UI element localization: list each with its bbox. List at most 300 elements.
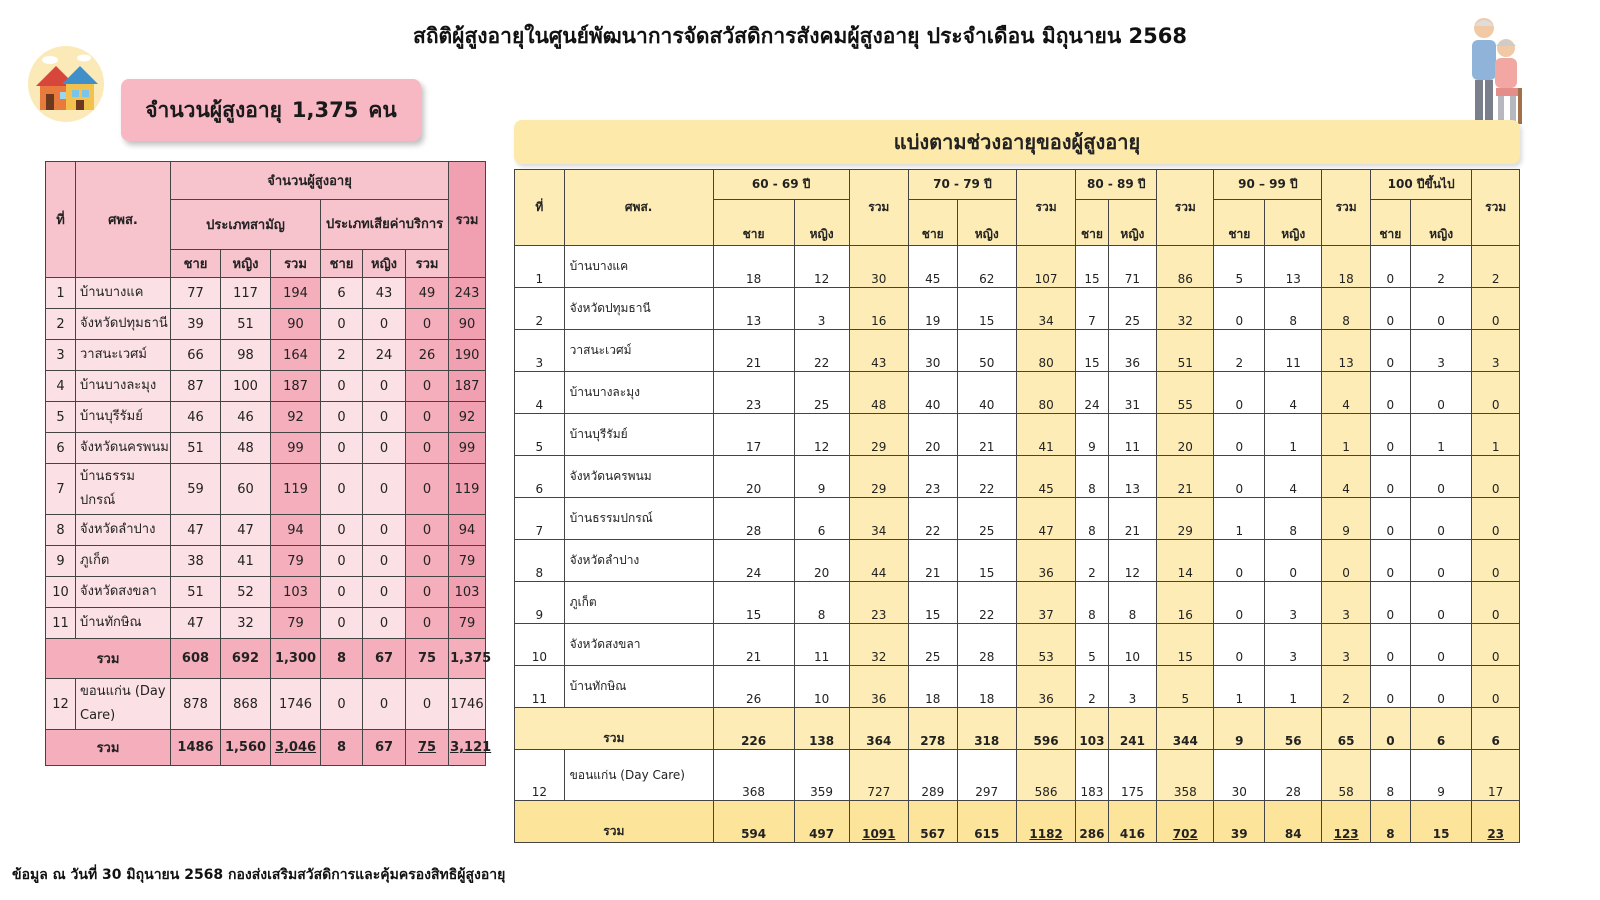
row-value-0: 15 <box>713 582 794 624</box>
row-value-8: 32 <box>1157 288 1214 330</box>
row-value-14: 0 <box>1472 288 1520 330</box>
row-value-8: 29 <box>1157 498 1214 540</box>
row-value-6: 183 <box>1076 750 1108 801</box>
grand-value-m: 1486 <box>171 730 221 766</box>
row-value-f: 868 <box>221 679 271 730</box>
row-value-m: 59 <box>171 464 221 515</box>
row-value-2: 48 <box>849 372 908 414</box>
row-value-9: 0 <box>1214 372 1265 414</box>
row-value-11: 2 <box>1322 666 1371 708</box>
row-value-pm: 0 <box>321 515 363 546</box>
row-value-6: 8 <box>1076 582 1108 624</box>
row-value-m: 51 <box>171 433 221 464</box>
row-value-m: 51 <box>171 577 221 608</box>
col-male-2: ชาย <box>1076 200 1108 246</box>
row-value-9: 9 <box>1214 708 1265 750</box>
row-value-5: 107 <box>1016 246 1075 288</box>
daycare-row <box>515 750 1520 801</box>
row-value-8: 20 <box>1157 414 1214 456</box>
table-row <box>46 371 486 402</box>
row-no: 8 <box>46 515 76 546</box>
row-value-3: 20 <box>908 414 957 456</box>
row-value-11: 1 <box>1322 414 1371 456</box>
row-value-5: 36 <box>1016 666 1075 708</box>
row-value-12: 0 <box>1370 330 1410 372</box>
row-value-4: 25 <box>957 498 1016 540</box>
col-group-60: 60 - 69 ปี <box>713 170 849 200</box>
row-value-8: 15 <box>1157 624 1214 666</box>
row-value-6: 7 <box>1076 288 1108 330</box>
row-value-3: 567 <box>908 801 957 843</box>
row-value-f: 46 <box>221 402 271 433</box>
row-value-5: 37 <box>1016 582 1075 624</box>
row-value-9: 0 <box>1214 288 1265 330</box>
row-value-1: 12 <box>794 414 849 456</box>
row-value-13: 0 <box>1410 624 1472 666</box>
row-value-9: 0 <box>1214 540 1265 582</box>
col-female-1: หญิง <box>957 200 1016 246</box>
row-value-2: 43 <box>849 330 908 372</box>
total-row <box>515 708 1520 750</box>
total-value-t: 1,375 <box>449 639 486 679</box>
row-value-13: 0 <box>1410 288 1472 330</box>
row-value-m: 66 <box>171 340 221 371</box>
row-value-12: 0 <box>1370 456 1410 498</box>
center-count-table <box>45 161 492 766</box>
row-value-2: 44 <box>849 540 908 582</box>
row-value-ps: 0 <box>406 464 449 515</box>
row-value-2: 23 <box>849 582 908 624</box>
row-value-pm: 0 <box>321 464 363 515</box>
row-value-1: 138 <box>794 708 849 750</box>
row-value-pf: 0 <box>363 464 406 515</box>
row-center-name: จังหวัดสงขลา <box>76 577 171 608</box>
grand-value-pf: 67 <box>363 730 406 766</box>
row-value-0: 368 <box>713 750 794 801</box>
row-value-10: 28 <box>1265 750 1322 801</box>
row-value-3: 40 <box>908 372 957 414</box>
row-value-9: 2 <box>1214 330 1265 372</box>
count-label: จำนวนผู้สูงอายุ <box>145 97 282 122</box>
row-value-ps: 49 <box>406 278 449 309</box>
row-value-pf: 0 <box>363 546 406 577</box>
row-value-7: 25 <box>1108 288 1157 330</box>
row-value-9: 5 <box>1214 246 1265 288</box>
row-value-9: 39 <box>1214 801 1265 843</box>
row-value-pm: 0 <box>321 679 363 730</box>
house-icon <box>26 44 106 124</box>
elderly-couple-icon <box>1462 14 1528 130</box>
row-value-2: 727 <box>849 750 908 801</box>
row-value-6: 15 <box>1076 246 1108 288</box>
row-value-10: 3 <box>1265 582 1322 624</box>
row-value-s: 79 <box>271 546 321 577</box>
row-value-6: 2 <box>1076 540 1108 582</box>
count-unit: คน <box>368 97 397 122</box>
col-female-0: หญิง <box>794 200 849 246</box>
row-value-6: 103 <box>1076 708 1108 750</box>
row-value-13: 2 <box>1410 246 1472 288</box>
total-value-pm: 8 <box>321 639 363 679</box>
row-value-7: 10 <box>1108 624 1157 666</box>
row-center-name: บ้านบางละมุง <box>76 371 171 402</box>
col-total: รวม <box>449 162 486 278</box>
row-value-11: 3 <box>1322 624 1371 666</box>
row-value-t: 243 <box>449 278 486 309</box>
table-row <box>515 540 1520 582</box>
row-no: 7 <box>515 498 565 540</box>
row-value-f: 32 <box>221 608 271 639</box>
col-female-3: หญิง <box>1265 200 1322 246</box>
row-no: 5 <box>515 414 565 456</box>
row-value-4: 50 <box>957 330 1016 372</box>
row-value-2: 29 <box>849 456 908 498</box>
row-center-name: บ้านทักษิณ <box>564 666 713 708</box>
row-value-7: 416 <box>1108 801 1157 843</box>
row-no: 12 <box>515 750 565 801</box>
row-value-9: 0 <box>1214 414 1265 456</box>
row-value-f: 48 <box>221 433 271 464</box>
row-value-5: 1182 <box>1016 801 1075 843</box>
row-no: 10 <box>515 624 565 666</box>
row-value-9: 1 <box>1214 498 1265 540</box>
row-value-4: 15 <box>957 540 1016 582</box>
row-value-5: 80 <box>1016 330 1075 372</box>
row-value-14: 1 <box>1472 414 1520 456</box>
row-value-3: 45 <box>908 246 957 288</box>
row-value-4: 18 <box>957 666 1016 708</box>
row-value-6: 24 <box>1076 372 1108 414</box>
row-value-m: 878 <box>171 679 221 730</box>
row-value-ps: 0 <box>406 402 449 433</box>
row-center-name: ขอนแก่น (Day Care) <box>76 679 171 730</box>
row-value-8: 5 <box>1157 666 1214 708</box>
table-row <box>515 666 1520 708</box>
row-value-5: 80 <box>1016 372 1075 414</box>
row-value-0: 21 <box>713 624 794 666</box>
row-no: 12 <box>46 679 76 730</box>
table-row <box>46 402 486 433</box>
table-row <box>46 577 486 608</box>
row-value-pm: 0 <box>321 309 363 340</box>
col-no: ที่ <box>515 170 565 246</box>
table-row <box>46 546 486 577</box>
row-value-10: 1 <box>1265 414 1322 456</box>
col-male-4: ชาย <box>1370 200 1410 246</box>
row-value-f: 51 <box>221 309 271 340</box>
row-value-4: 21 <box>957 414 1016 456</box>
row-value-8: 14 <box>1157 540 1214 582</box>
table-row <box>515 246 1520 288</box>
row-value-3: 25 <box>908 624 957 666</box>
footer-note: ข้อมูล ณ วันที่ 30 มิถุนายน 2568 กองส่งเสริมสวัสดิการและคุ้มครองสิทธิผู้สูงอายุ <box>12 867 506 883</box>
row-value-f: 60 <box>221 464 271 515</box>
table-row <box>46 515 486 546</box>
row-no: 9 <box>515 582 565 624</box>
row-value-10: 4 <box>1265 372 1322 414</box>
row-center-name: จังหวัดลำปาง <box>564 540 713 582</box>
row-center-name: วาสนะเวศม์ <box>564 330 713 372</box>
row-value-pf: 0 <box>363 679 406 730</box>
row-value-8: 16 <box>1157 582 1214 624</box>
row-value-12: 0 <box>1370 624 1410 666</box>
row-value-12: 0 <box>1370 540 1410 582</box>
daycare-row <box>46 679 486 730</box>
table-row <box>515 372 1520 414</box>
row-value-s: 187 <box>271 371 321 402</box>
row-value-5: 36 <box>1016 540 1075 582</box>
row-value-10: 4 <box>1265 456 1322 498</box>
col-female-4: หญิง <box>1410 200 1472 246</box>
row-value-pm: 0 <box>321 433 363 464</box>
row-value-2: 29 <box>849 414 908 456</box>
row-value-12: 0 <box>1370 414 1410 456</box>
row-value-13: 15 <box>1410 801 1472 843</box>
row-value-m: 38 <box>171 546 221 577</box>
row-value-1: 497 <box>794 801 849 843</box>
row-value-0: 13 <box>713 288 794 330</box>
elderly-count-box <box>121 79 421 141</box>
row-value-14: 0 <box>1472 582 1520 624</box>
row-value-14: 0 <box>1472 624 1520 666</box>
row-value-pm: 0 <box>321 608 363 639</box>
row-center-name: จังหวัดนครพนม <box>564 456 713 498</box>
row-value-7: 3 <box>1108 666 1157 708</box>
row-value-1: 25 <box>794 372 849 414</box>
row-value-t: 94 <box>449 515 486 546</box>
grand-total-row <box>515 801 1520 843</box>
col-paid-sum: รวม <box>406 250 449 278</box>
table-row <box>46 340 486 371</box>
row-center-name: บ้านธรรมปกรณ์ <box>564 498 713 540</box>
table-row <box>46 608 486 639</box>
col-sum: รวม <box>271 250 321 278</box>
row-value-8: 55 <box>1157 372 1214 414</box>
row-value-t: 1746 <box>449 679 486 730</box>
row-value-9: 0 <box>1214 456 1265 498</box>
row-value-0: 17 <box>713 414 794 456</box>
row-center-name: จังหวัดนครพนม <box>76 433 171 464</box>
row-value-2: 364 <box>849 708 908 750</box>
row-value-5: 47 <box>1016 498 1075 540</box>
row-value-11: 4 <box>1322 372 1371 414</box>
row-value-f: 98 <box>221 340 271 371</box>
row-value-s: 92 <box>271 402 321 433</box>
grand-value-s: 3,046 <box>271 730 321 766</box>
row-value-7: 241 <box>1108 708 1157 750</box>
row-value-4: 297 <box>957 750 1016 801</box>
row-center-name: บ้านบางแค <box>564 246 713 288</box>
col-sum-90: รวม <box>1322 170 1371 246</box>
row-no: 4 <box>515 372 565 414</box>
row-no: 8 <box>515 540 565 582</box>
row-value-3: 23 <box>908 456 957 498</box>
row-no: 7 <box>46 464 76 515</box>
table-row <box>515 582 1520 624</box>
row-no: 6 <box>515 456 565 498</box>
row-value-m: 39 <box>171 309 221 340</box>
row-value-1: 10 <box>794 666 849 708</box>
row-value-14: 0 <box>1472 666 1520 708</box>
row-center-name: ขอนแก่น (Day Care) <box>564 750 713 801</box>
row-value-11: 3 <box>1322 582 1371 624</box>
age-range-table <box>514 169 1520 843</box>
row-center-name: จังหวัดปทุมธานี <box>76 309 171 340</box>
row-value-11: 0 <box>1322 540 1371 582</box>
col-regular: ประเภทสามัญ <box>171 200 321 250</box>
row-value-5: 45 <box>1016 456 1075 498</box>
row-value-s: 119 <box>271 464 321 515</box>
row-value-5: 586 <box>1016 750 1075 801</box>
row-value-1: 9 <box>794 456 849 498</box>
row-value-10: 8 <box>1265 288 1322 330</box>
row-value-t: 103 <box>449 577 486 608</box>
row-value-m: 77 <box>171 278 221 309</box>
row-center-name: ภูเก็ต <box>76 546 171 577</box>
row-value-10: 84 <box>1265 801 1322 843</box>
row-value-0: 594 <box>713 801 794 843</box>
row-value-8: 344 <box>1157 708 1214 750</box>
table-row <box>515 624 1520 666</box>
row-no: 10 <box>46 577 76 608</box>
row-value-s: 94 <box>271 515 321 546</box>
total-label: รวม <box>515 801 714 843</box>
row-no: 2 <box>515 288 565 330</box>
col-no: ที่ <box>46 162 76 278</box>
col-count-group: จำนวนผู้สูงอายุ <box>171 162 449 200</box>
row-value-11: 123 <box>1322 801 1371 843</box>
row-value-13: 0 <box>1410 456 1472 498</box>
col-paid-female: หญิง <box>363 250 406 278</box>
row-value-ps: 0 <box>406 515 449 546</box>
total-label: รวม <box>46 639 171 679</box>
row-value-s: 103 <box>271 577 321 608</box>
row-value-s: 1746 <box>271 679 321 730</box>
table-row <box>515 498 1520 540</box>
total-label: รวม <box>515 708 714 750</box>
row-value-t: 90 <box>449 309 486 340</box>
row-value-14: 0 <box>1472 372 1520 414</box>
col-sum-60: รวม <box>849 170 908 246</box>
col-sum-70: รวม <box>1016 170 1075 246</box>
row-value-11: 65 <box>1322 708 1371 750</box>
table-row <box>46 309 486 340</box>
table-row <box>46 278 486 309</box>
row-value-1: 22 <box>794 330 849 372</box>
row-value-11: 58 <box>1322 750 1371 801</box>
row-value-pm: 0 <box>321 546 363 577</box>
col-center: ศพส. <box>76 162 171 278</box>
grand-total-label: รวม <box>46 730 171 766</box>
row-value-8: 358 <box>1157 750 1214 801</box>
row-no: 1 <box>515 246 565 288</box>
row-value-pf: 24 <box>363 340 406 371</box>
grand-value-pm: 8 <box>321 730 363 766</box>
col-sum-80: รวม <box>1157 170 1214 246</box>
row-center-name: บ้านบางแค <box>76 278 171 309</box>
count-value: 1,375 <box>291 98 359 122</box>
row-value-13: 6 <box>1410 708 1472 750</box>
row-no: 3 <box>515 330 565 372</box>
row-value-f: 41 <box>221 546 271 577</box>
col-female-2: หญิง <box>1108 200 1157 246</box>
row-value-f: 117 <box>221 278 271 309</box>
row-value-pm: 0 <box>321 402 363 433</box>
row-value-s: 79 <box>271 608 321 639</box>
row-value-13: 3 <box>1410 330 1472 372</box>
table-row <box>515 288 1520 330</box>
row-center-name: บ้านบุรีรัมย์ <box>76 402 171 433</box>
row-value-0: 18 <box>713 246 794 288</box>
row-value-1: 3 <box>794 288 849 330</box>
row-value-13: 1 <box>1410 414 1472 456</box>
row-value-7: 13 <box>1108 456 1157 498</box>
row-value-14: 2 <box>1472 246 1520 288</box>
col-paid-male: ชาย <box>321 250 363 278</box>
row-value-11: 18 <box>1322 246 1371 288</box>
col-male-3: ชาย <box>1214 200 1265 246</box>
table-row <box>515 330 1520 372</box>
row-value-3: 21 <box>908 540 957 582</box>
row-center-name: จังหวัดลำปาง <box>76 515 171 546</box>
row-value-pf: 0 <box>363 515 406 546</box>
row-value-6: 15 <box>1076 330 1108 372</box>
row-value-0: 21 <box>713 330 794 372</box>
col-group-90: 90 – 99 ปี <box>1214 170 1322 200</box>
row-value-9: 1 <box>1214 666 1265 708</box>
row-value-pm: 6 <box>321 278 363 309</box>
row-value-7: 175 <box>1108 750 1157 801</box>
row-value-4: 318 <box>957 708 1016 750</box>
row-value-12: 0 <box>1370 372 1410 414</box>
col-male-0: ชาย <box>713 200 794 246</box>
row-no: 1 <box>46 278 76 309</box>
row-value-14: 6 <box>1472 708 1520 750</box>
row-value-0: 26 <box>713 666 794 708</box>
row-value-14: 17 <box>1472 750 1520 801</box>
row-value-10: 0 <box>1265 540 1322 582</box>
row-value-ps: 0 <box>406 546 449 577</box>
row-value-11: 13 <box>1322 330 1371 372</box>
row-value-5: 596 <box>1016 708 1075 750</box>
row-value-m: 47 <box>171 608 221 639</box>
row-value-ps: 0 <box>406 679 449 730</box>
total-value-pf: 67 <box>363 639 406 679</box>
col-male-1: ชาย <box>908 200 957 246</box>
grand-value-f: 1,560 <box>221 730 271 766</box>
row-center-name: วาสนะเวศม์ <box>76 340 171 371</box>
table-row <box>515 414 1520 456</box>
row-value-4: 22 <box>957 456 1016 498</box>
row-value-4: 28 <box>957 624 1016 666</box>
row-value-3: 22 <box>908 498 957 540</box>
grand-value-ps: 75 <box>406 730 449 766</box>
col-female: หญิง <box>221 250 271 278</box>
row-value-4: 40 <box>957 372 1016 414</box>
row-value-8: 702 <box>1157 801 1214 843</box>
row-value-f: 52 <box>221 577 271 608</box>
row-value-13: 0 <box>1410 372 1472 414</box>
row-center-name: บ้านบุรีรัมย์ <box>564 414 713 456</box>
row-no: 11 <box>46 608 76 639</box>
row-value-1: 359 <box>794 750 849 801</box>
row-value-3: 19 <box>908 288 957 330</box>
grand-value-t: 3,121 <box>449 730 486 766</box>
row-no: 3 <box>46 340 76 371</box>
row-center-name: ภูเก็ต <box>564 582 713 624</box>
row-value-0: 226 <box>713 708 794 750</box>
row-value-2: 16 <box>849 288 908 330</box>
